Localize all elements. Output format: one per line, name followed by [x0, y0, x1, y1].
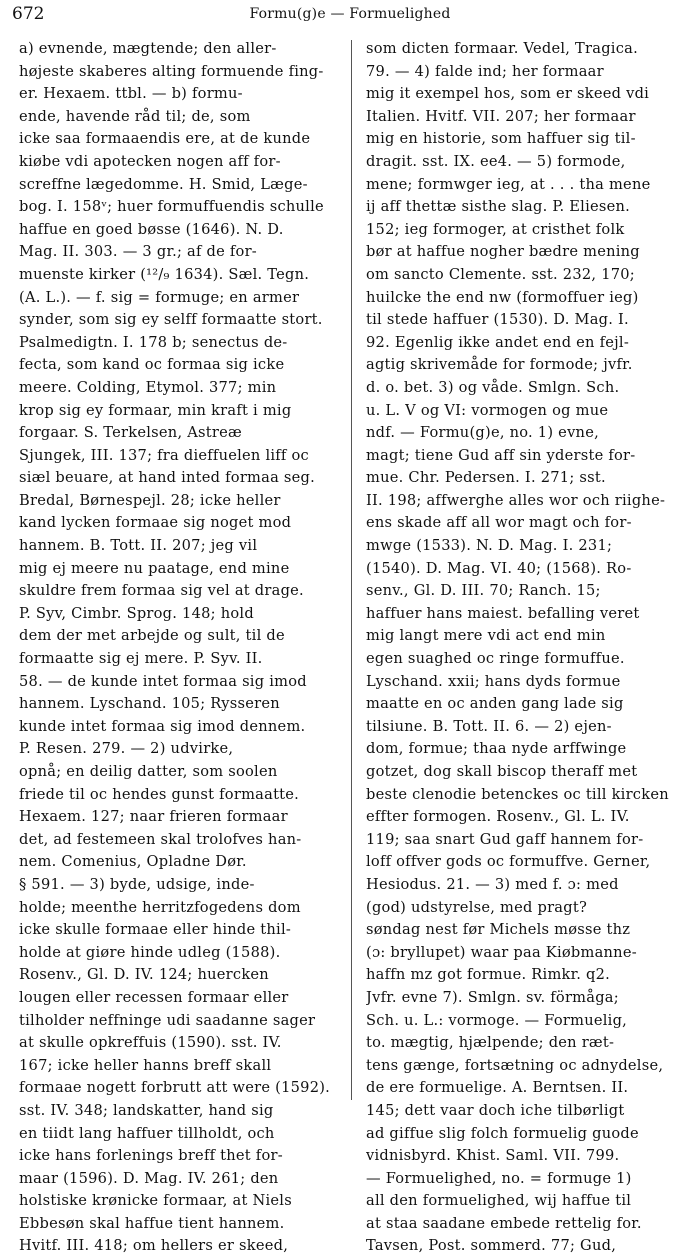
text-line: ens skade aff all wor magt och for- — [366, 514, 632, 532]
text-line: P. Resen. 279. — 2) udvirke, — [19, 740, 234, 758]
text-line: Sjungek, III. 137; fra dieffuelen liff oc — [19, 446, 309, 464]
text-line: bør at haffue nogher bædre mening — [366, 243, 640, 261]
running-head: Formu(g)e — Formuelighed — [249, 6, 451, 22]
text-line: 167; icke heller hanns breff skall — [19, 1056, 272, 1074]
text-line: icke hans forlenings breff thet for- — [19, 1147, 283, 1165]
text-line: 79. — 4) falde ind; her formaar — [366, 62, 604, 80]
text-line: 92. Egenlig ikke andet end en fejl- — [366, 333, 630, 351]
text-line: magt; tiene Gud aff sin yderste for- — [366, 446, 636, 464]
text-line: formaatte sig ej mere. P. Syv. II. — [19, 650, 263, 668]
text-line: beste clenodie betenckes oc till kircken — [366, 785, 669, 803]
text-line: synder, som sig ey selff formaatte stort. — [19, 311, 323, 329]
text-line: at skulle opkreffuis (1590). sst. IV. — [19, 1034, 282, 1052]
text-line: holstiske krønicke formaar, at Niels — [19, 1192, 292, 1210]
text-line: mue. Chr. Pedersen. I. 271; sst. — [366, 469, 606, 487]
text-line: — Formuelighed, no. = formuge 1) — [366, 1169, 632, 1187]
text-line: (A. L.). — f. sig = formuge; en armer — [19, 288, 300, 306]
text-line: maatte en oc anden gang lade sig — [366, 695, 624, 713]
column-divider — [351, 40, 352, 1100]
text-line: lougen eller recessen formaar eller — [19, 988, 289, 1006]
text-line: 119; saa snart Gud gaff hannem for- — [366, 830, 644, 848]
text-line: skuldre frem formaa sig vel at drage. — [19, 582, 304, 600]
text-line: ad giffue slig folch formuelig guode — [366, 1124, 639, 1142]
text-line: agtig skrivemåde for formode; jvfr. — [366, 356, 633, 374]
text-line: bog. I. 158ᵛ; huer formuffuendis schulle — [19, 198, 324, 216]
text-line: dem der met arbejde og sult, til de — [19, 627, 285, 645]
text-line: mig it exempel hos, som er skeed vdi — [366, 85, 650, 103]
text-line: til stede haffuer (1530). D. Mag. I. — [366, 311, 629, 329]
text-line: kiøbe vdi apotecken nogen aff for- — [19, 152, 281, 170]
text-line: tilholder neffninge udi saadanne sager — [19, 1011, 316, 1029]
text-line: mwge (1533). N. D. Mag. I. 231; — [366, 537, 613, 555]
right-column — [366, 38, 684, 1258]
text-line: meere. Colding, Etymol. 377; min — [19, 378, 277, 396]
text-line: maar (1596). D. Mag. IV. 261; den — [19, 1169, 279, 1187]
text-line: P. Syv, Cimbr. Sprog. 148; hold — [19, 604, 254, 622]
text-line: Lyschand. xxii; hans dyds formue — [366, 672, 621, 690]
text-line: (god) udstyrelse, med pragt? — [366, 898, 588, 916]
text-line: hannem. Lyschand. 105; Rysseren — [19, 695, 280, 713]
text-line: Sch. u. L.: vormoge. — Formuelig, — [366, 1011, 628, 1029]
text-line: Italien. Hvitf. VII. 207; her formaar — [366, 107, 636, 125]
text-line: dragit. sst. IX. ee4. — 5) formode, — [366, 152, 626, 170]
text-line: det, ad festemeen skal trolofves han- — [19, 830, 302, 848]
text-line: muenste kirker (¹²/₉ 1634). Sæl. Tegn. — [19, 265, 310, 283]
text-line: ndf. — Formu(g)e, no. 1) evne, — [366, 424, 599, 442]
text-line: Hvitf. III. 418; om hellers er skeed, — [19, 1237, 289, 1255]
text-line: holde at giøre hinde udleg (1588). — [19, 943, 281, 961]
text-line: mig ej meere nu paatage, end mine — [19, 559, 290, 577]
text-line: 145; dett vaar doch iche tilbørligt — [366, 1101, 625, 1119]
text-line: icke skulle formaae eller hinde thil- — [19, 921, 292, 939]
text-line: hannem. B. Tott. II. 207; jeg vil — [19, 537, 258, 555]
text-line: haffuer hans maiest. befalling veret — [366, 604, 640, 622]
text-line: effter formogen. Rosenv., Gl. L. IV. — [366, 808, 630, 826]
text-line: at staa saadane embede rettelig for. — [366, 1214, 642, 1232]
text-line: er. Hexaem. ttbl. — b) formu- — [19, 85, 243, 103]
text-line: sst. IV. 348; landskatter, hand sig — [19, 1101, 274, 1119]
text-line: Tavsen, Post. sommerd. 77; Gud, — [366, 1237, 617, 1255]
text-line: ij aff thettæ sisthe slag. P. Eliesen. — [366, 198, 631, 216]
text-line: de ere formuelige. A. Berntsen. II. — [366, 1079, 629, 1097]
text-line: (ɔ: bryllupet) waar paa Kiøbmanne- — [366, 943, 637, 961]
text-line: u. L. V og VI: vormogen og mue — [366, 401, 609, 419]
text-line: tens gænge, fortsætning oc adnydelse, — [366, 1056, 664, 1074]
text-line: formaae nogett forbrutt att were (1592). — [19, 1079, 331, 1097]
text-line: II. 198; affwerghe alles wor och riighe- — [366, 491, 666, 509]
text-line: screffne lægedomme. H. Smid, Læge- — [19, 175, 308, 193]
text-line: holde; meenthe herritzfogedens dom — [19, 898, 301, 916]
text-line: ende, havende råd til; de, som — [19, 107, 251, 125]
text-line: opnå; en deilig datter, som soolen — [19, 763, 278, 780]
text-line: Hesiodus. 21. — 3) med f. ɔ: med — [366, 875, 619, 893]
text-line: Rosenv., Gl. D. IV. 124; huercken — [19, 966, 269, 984]
text-line: senv., Gl. D. III. 70; Ranch. 15; — [366, 582, 601, 600]
text-line: mig langt mere vdi act end min — [366, 627, 606, 645]
text-line: a) evnende, mægtende; den aller- — [19, 40, 277, 57]
left-column — [19, 38, 337, 1258]
text-line: all den formuelighed, wij haffue til — [366, 1192, 632, 1210]
text-line: kand lycken formaae sig noget mod — [19, 514, 292, 532]
text-line: haffn mz got formue. Rimkr. q2. — [366, 966, 611, 984]
text-line: om sancto Clemente. sst. 232, 170; — [366, 265, 635, 283]
text-line: krop sig ey formaar, min kraft i mig — [19, 401, 292, 419]
text-line: (1540). D. Mag. VI. 40; (1568). Ro- — [366, 559, 632, 577]
text-line: 152; ieg formoger, at cristhet folk — [366, 220, 625, 238]
text-line: nem. Comenius, Opladne Dør. — [19, 853, 247, 871]
text-line: forgaar. S. Terkelsen, Astreæ — [19, 424, 242, 442]
text-line: to. mægtig, hjælpende; den ræt- — [366, 1034, 615, 1052]
text-line: friede til oc hendes gunst formaatte. — [19, 785, 300, 803]
text-line: Jvfr. evne 7). Smlgn. sv. förmåga; — [366, 988, 619, 1006]
text-line: siæl beuare, at hand inted formaa seg. — [19, 469, 316, 487]
text-line: Ebbesøn skal haffue tient hannem. — [19, 1214, 285, 1232]
text-line: dom, formue; thaa nyde arffwinge — [366, 740, 627, 758]
text-line: mene; formwger ieg, at . . . tha mene — [366, 175, 651, 193]
text-line: kunde intet formaa sig imod dennem. — [19, 717, 306, 735]
text-line: Psalmedigtn. I. 178 b; senectus de- — [19, 333, 288, 351]
text-line: en tiidt lang haffuer tillholdt, och — [19, 1124, 275, 1142]
text-line: 58. — de kunde intet formaa sig imod — [19, 672, 307, 690]
text-line: som dicten formaar. Vedel, Tragica. — [366, 40, 638, 57]
text-line: Hexaem. 127; naar frieren formaar — [19, 808, 288, 826]
text-line: Bredal, Børnespejl. 28; icke heller — [19, 491, 281, 509]
text-line: vidnisbyrd. Khist. Saml. VII. 799. — [366, 1147, 620, 1165]
text-line: icke saa formaaendis ere, at de kunde — [19, 130, 311, 148]
text-line: haffue en goed bøsse (1646). N. D. — [19, 220, 284, 238]
page-number: 672 — [12, 4, 45, 24]
text-line: højeste skaberes alting formuende fing- — [19, 62, 324, 80]
text-line: d. o. bet. 3) og våde. Smlgn. Sch. — [366, 378, 620, 396]
text-line: huilcke the end nw (formoffuer ieg) — [366, 288, 639, 306]
text-line: Mag. II. 303. — 3 gr.; af de for- — [19, 243, 257, 261]
text-line: tilsiune. B. Tott. II. 6. — 2) ejen- — [366, 717, 612, 735]
text-line: mig en historie, som haffuer sig til- — [366, 130, 636, 148]
text-line: søndag nest før Michels møsse thz — [366, 921, 631, 939]
text-line: egen suaghed oc ringe formuffue. — [366, 650, 625, 668]
text-line: fecta, som kand oc formaa sig icke — [19, 356, 285, 374]
text-line: gotzet, dog skall biscop theraff met — [366, 763, 638, 780]
text-line: loff offver gods oc formuffve. Gerner, — [366, 853, 651, 871]
text-line: § 591. — 3) byde, udsige, inde- — [19, 875, 255, 893]
